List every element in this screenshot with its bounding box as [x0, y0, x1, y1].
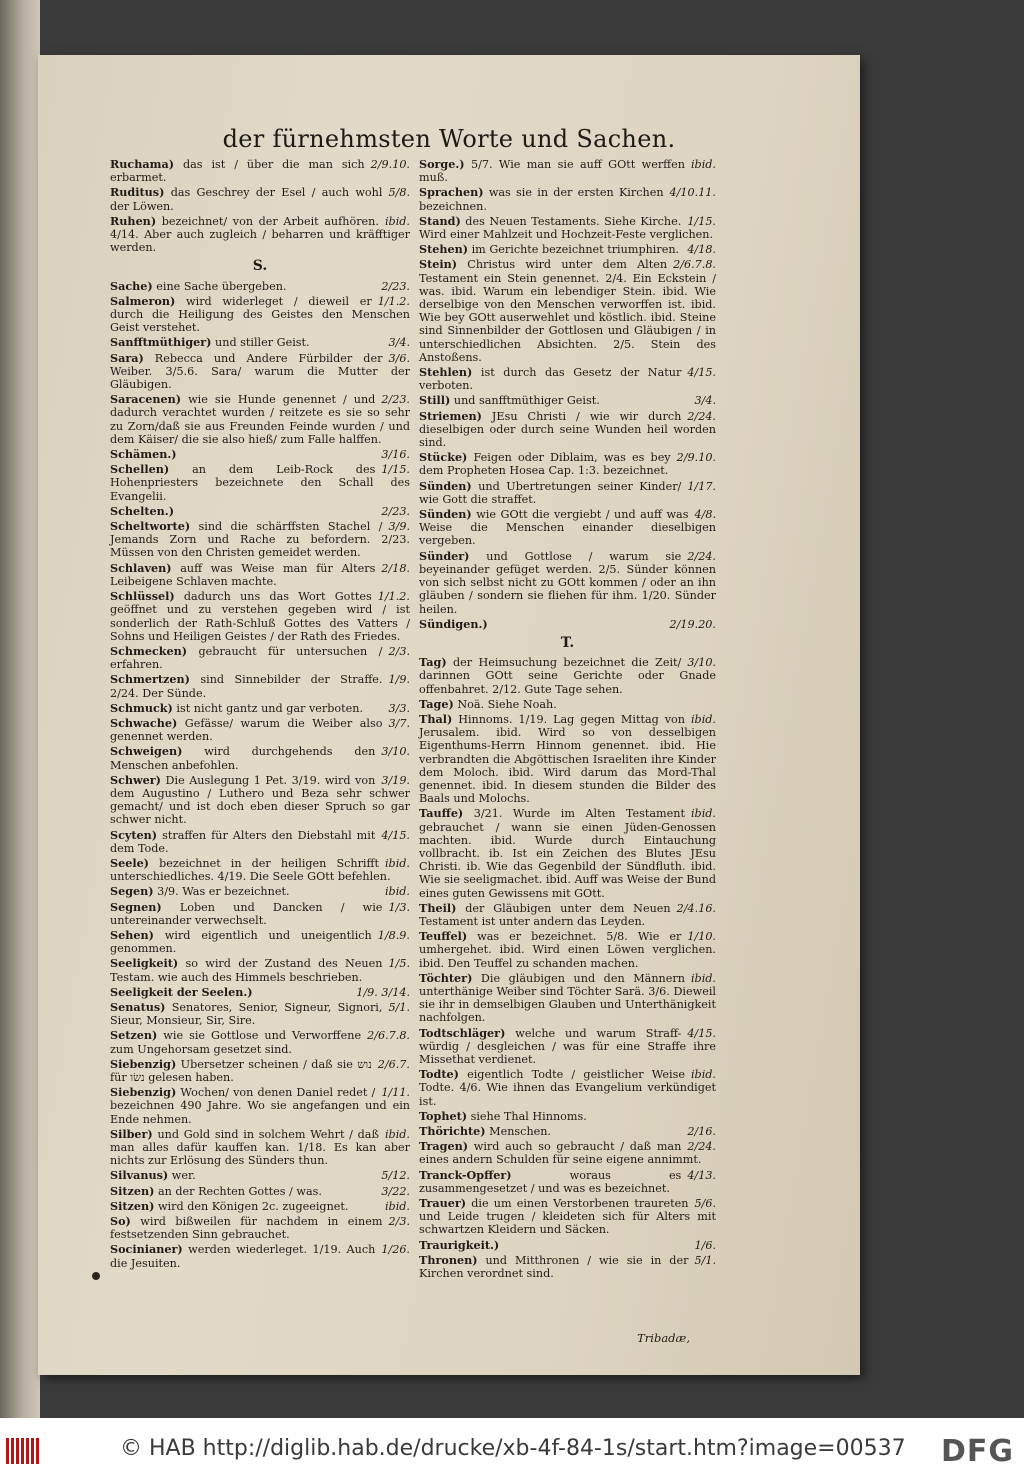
index-entry [110, 393, 410, 446]
entry-headword: Tranck-Opffer) [419, 1167, 512, 1182]
copyright-url[interactable]: © HAB http://diglib.hab.de/drucke/xb-4f-84-1s/start.htm?image=00537 [120, 1436, 906, 1461]
entry-text: straffen für Alters den Diebstahl mit dem Tode. [110, 828, 376, 855]
entry-headword: Schmecken) [110, 643, 188, 658]
entry-reference: 2/3. [388, 1215, 410, 1229]
entry-reference: 1/8.9. [377, 928, 410, 942]
index-entry [419, 1254, 716, 1280]
entry-reference: 2/23. [381, 504, 410, 518]
entry-headword: Sitzen) [110, 1198, 155, 1213]
entry-reference: 2/19.20. [669, 617, 716, 631]
entry-headword: So) [110, 1214, 131, 1229]
entry-text: das ist / über die man sich erbarmet. [110, 158, 365, 185]
index-entry [110, 1058, 410, 1084]
entry-headword: Siebenzig) [110, 1085, 177, 1100]
library-logo-icon [6, 1438, 44, 1464]
entry-headword: Striemen) [419, 408, 482, 423]
index-entry [419, 215, 716, 241]
entry-headword: Stand) [419, 213, 461, 228]
entry-text: und sanfftmüthiger Geist. [453, 394, 600, 408]
index-entry [110, 673, 410, 699]
entry-text: wer. [171, 1169, 196, 1183]
entry-headword: Schweigen) [110, 744, 183, 759]
entry-headword: Sünder) [419, 548, 470, 563]
entry-reference: 2/23. [381, 279, 410, 293]
entry-reference: 1/3. [388, 900, 410, 914]
entry-headword: Stehen) [419, 242, 469, 257]
entry-headword: Trauer) [419, 1196, 467, 1211]
entry-reference: 1/11. [381, 1086, 410, 1100]
entry-reference: 1/17. [687, 479, 716, 493]
index-entry [110, 280, 410, 293]
entry-reference: 1/1.2. [377, 590, 410, 604]
entry-headword: Sehen) [110, 927, 154, 942]
entry-text: der Heimsuchung bezeichnet die Zeit/ darinnen GOtt seine Gerichte oder Gnade offenbahret. 2/12. Gute Tage sehen. [419, 656, 716, 696]
entry-reference: 5/8. [388, 186, 410, 200]
entry-reference: 2/9.10. [676, 451, 716, 465]
entry-headword: Senatus) [110, 999, 166, 1014]
entry-headword: Schelten.) [110, 503, 175, 518]
entry-headword: Ruditus) [110, 185, 165, 200]
margin-bullet [92, 1272, 100, 1280]
entry-headword: Sanfftmüthiger) [110, 335, 212, 350]
entry-headword: Sprachen) [419, 185, 484, 200]
previous-page-edge [0, 0, 40, 1418]
entry-text: ist durch das Gesetz der Natur verboten. [419, 366, 682, 393]
index-entry [110, 774, 410, 827]
entry-headword: Stein) [419, 257, 458, 272]
index-entry [110, 1001, 410, 1027]
index-entry [419, 394, 716, 407]
entry-headword: Siebenzig) [110, 1056, 177, 1071]
index-entry [419, 930, 716, 970]
index-entry [110, 1169, 410, 1182]
entry-text: was er bezeichnet. 5/8. Wie er umhergehet. ibid. Wird einen Löwen verglichen. ibid. Den Teuffel zu schanden machen. [419, 930, 716, 970]
entry-headword: Seeligkeit) [110, 956, 179, 971]
entry-headword: Theil) [419, 900, 457, 915]
entry-text: Die gläubigen und den Männern unterthänige Weiber sind Töchter Sarä. 3/6. Dieweil sie ihr in demselbigen Glauben und Unterthänigkeit nachfolgen. [419, 971, 716, 1025]
entry-reference: 3/9. [388, 520, 410, 534]
index-entry [419, 1197, 716, 1237]
entry-text: wie sie Gottlose und Verworffene zum Ungehorsam gesetzet sind. [110, 1029, 362, 1056]
entry-headword: Setzen) [110, 1028, 158, 1043]
index-entry [419, 656, 716, 696]
entry-headword: Todte) [419, 1067, 459, 1082]
index-entry [110, 1086, 410, 1126]
right-entries-t [419, 656, 716, 1280]
entry-reference: 4/10.11. [669, 186, 716, 200]
entry-headword: Töchter) [419, 970, 473, 985]
index-entry [419, 902, 716, 928]
entry-headword: Tragen) [419, 1139, 469, 1154]
entry-reference: 1/15. [381, 463, 410, 477]
index-entry [419, 1140, 716, 1166]
entry-reference: 1/26. [381, 1243, 410, 1257]
index-entry [110, 702, 410, 715]
entry-text: die um einen Verstorbenen traureten und Leide trugen / kleideten sich für Alters mit schwartzen Kleidern und Säcken. [419, 1197, 716, 1237]
entry-text: an dem Leib-Rock des Hohenpriesters bezeichnete den Schall des Evangelii. [110, 463, 410, 503]
entry-reference: 1/5. [388, 957, 410, 971]
entry-text: auff was Weise man für Alters Leibeigene Schlaven machte. [110, 561, 376, 588]
index-entry [419, 451, 716, 477]
book-page [38, 55, 860, 1375]
entry-reference: ibid. [384, 856, 410, 870]
entry-text: Menschen. [489, 1125, 552, 1139]
entry-headword: Teuffel) [419, 929, 468, 944]
entry-reference: ibid. [690, 712, 716, 726]
entry-headword: Traurigkeit.) [419, 1237, 500, 1252]
entry-headword: Thörichte) [419, 1124, 486, 1139]
index-entry [110, 215, 410, 255]
entry-reference: 3/10. [687, 656, 716, 670]
entry-headword: Sündigen.) [419, 616, 488, 631]
entry-headword: Schellen) [110, 462, 170, 477]
entry-reference: 2/18. [381, 561, 410, 575]
entry-headword: Schlaven) [110, 560, 172, 575]
entry-reference: 4/13. [687, 1168, 716, 1182]
entry-reference: ibid. [690, 807, 716, 821]
entry-reference: 3/3. [388, 701, 410, 715]
entry-headword: Silber) [110, 1126, 153, 1141]
section-letter-s: S. [252, 258, 268, 275]
entry-reference: 4/18. [687, 243, 716, 257]
entry-reference: 3/6. [388, 351, 410, 365]
entry-reference: 4/8. [694, 508, 716, 522]
footer-bar [0, 1418, 1024, 1481]
catchword: Tribadæ, [637, 1331, 690, 1345]
index-entry [419, 1027, 716, 1067]
entry-headword: Saracenen) [110, 392, 182, 407]
entry-reference: 2/24. [687, 1140, 716, 1154]
entry-headword: Tauffe) [419, 806, 464, 821]
entry-reference: 2/3. [388, 644, 410, 658]
left-entries-top [110, 158, 410, 254]
index-entry [110, 1029, 410, 1055]
entry-text: das Geschrey der Esel / auch wohl der Löwen. [110, 186, 383, 213]
index-entry [419, 1125, 716, 1138]
index-entry [110, 295, 410, 335]
index-entry [110, 520, 410, 560]
entry-headword: Schmertzen) [110, 672, 190, 687]
index-entry [419, 1110, 716, 1123]
entry-reference: 2/6.7. [377, 1057, 410, 1071]
index-entry [419, 366, 716, 392]
entry-reference: 2/16. [687, 1125, 716, 1139]
entry-text: wird auch so gebraucht / daß man eines andern Schulden für seine eigene annimmt. [419, 1140, 702, 1167]
entry-reference: ibid. [690, 158, 716, 171]
index-entry [419, 1239, 716, 1252]
index-entry [110, 336, 410, 349]
entry-text: welche und warum Straff-würdig / desgleichen / was für eine Straffe ihre Missethat verdienet. [419, 1026, 716, 1066]
entry-text: Ubersetzer scheinen / daß sie נוש für נשׂו gelesen haben. [110, 1057, 372, 1084]
index-entry [110, 590, 410, 643]
entry-reference: 2/6.7.8. [673, 258, 716, 272]
index-entry [419, 807, 716, 899]
entry-text: wird den Königen 2c. zugeeignet. [157, 1199, 349, 1213]
entry-reference: 1/9. [388, 673, 410, 687]
entry-reference: 1/15. [687, 214, 716, 228]
index-entry [419, 972, 716, 1025]
entry-text: siehe Thal Hinnoms. [470, 1109, 587, 1123]
index-entry [110, 562, 410, 588]
index-entry [110, 645, 410, 671]
entry-text: Rebecca und Andere Fürbilder der Weiber. 3/5.6. Sara/ warum die Mutter der Gläubigen. [110, 351, 410, 392]
entry-reference: 3/4. [388, 336, 410, 350]
entry-headword: Seeligkeit der Seelen.) [110, 984, 253, 999]
entry-reference: 2/24. [687, 409, 716, 423]
entry-text: wird eigentlich und uneigentlich genommen. [110, 928, 372, 956]
entry-headword: Socinianer) [110, 1242, 183, 1257]
entry-reference: 5/12. [381, 1169, 410, 1183]
entry-headword: Schmuck) [110, 700, 173, 715]
entry-reference: ibid. [384, 1127, 410, 1141]
page-title: der fürnehmsten Worte und Sachen. [222, 125, 676, 153]
index-entry [419, 713, 716, 805]
entry-text: Die Auslegung 1 Pet. 3/19. wird von dem Augustino / Luthero und Beza sehr schwer gemacht/ und ist doch eben dieser Spruch so gar schwer nicht. [110, 773, 410, 827]
entry-text: so wird der Zustand des Neuen Testam. wie auch des Himmels beschrieben. [110, 957, 383, 984]
index-entry [110, 1185, 410, 1198]
entry-reference: 1/1.2. [377, 294, 410, 308]
entry-reference: 5/1. [388, 1000, 410, 1014]
index-entry [110, 857, 410, 883]
entry-reference: 5/1. [694, 1253, 716, 1267]
entry-reference: 3/19. [381, 773, 410, 787]
entry-headword: Schwer) [110, 772, 161, 787]
left-column [110, 158, 410, 1272]
entry-reference: 2/23. [381, 393, 410, 407]
index-entry [419, 243, 716, 256]
index-entry [110, 1215, 410, 1241]
index-entry [110, 1128, 410, 1168]
entry-reference: 5/6. [694, 1197, 716, 1211]
entry-reference: 2/24. [687, 549, 716, 563]
right-column [419, 158, 716, 1282]
entry-text: Gefässe/ warum die Weiber also genennet werden. [110, 716, 383, 744]
entry-text: und Mitthronen / wie sie in der Kirchen verordnet sind. [419, 1253, 689, 1281]
entry-text: wie GOtt die vergiebt / und auff was Weise die Menschen einander dieselbigen vergeben. [419, 508, 716, 548]
entry-text: 3/9. Was er bezeichnet. [157, 885, 290, 899]
entry-text: wie sie Hunde genennet / und dadurch verachtet wurden / reitzete es sie so sehr zu Zorn/daß sie aus Freunden Feinde wurden / und dem Käiser/ die sie also hieß/ zum Falle halffen. [110, 393, 410, 446]
entry-text: bezeichnet/ von der Arbeit aufhören. 4/14. Aber auch zugleich / beharren und kräfftiger werden. [110, 214, 410, 255]
entry-headword: Thronen) [419, 1252, 478, 1267]
index-entry [419, 618, 716, 631]
entry-text: Noä. Siehe Noah. [457, 697, 557, 711]
entry-headword: Sünden) [419, 507, 472, 522]
entry-reference: ibid. [384, 214, 410, 228]
entry-text: wird durchgehends den Menschen anbefohlen. [110, 745, 376, 772]
index-entry [110, 957, 410, 983]
entry-text: sind die schärffsten Stachel / Jemands Zorn und Rache zu befordern. 2/23. Müssen von den Christen gemeidet werden. [110, 520, 410, 560]
entry-headword: Thal) [419, 711, 453, 726]
entry-reference: 4/15. [381, 828, 410, 842]
index-entry [419, 508, 716, 548]
entry-reference: 3/16. [381, 448, 410, 462]
entry-text: und Gold sind in solchem Wehrt / daß man alles dafür kauffen kan. 1/18. Es kan aber nichts zur Erlösung des Sünders thun. [110, 1127, 410, 1168]
dfg-logo: DFG [940, 1434, 1014, 1469]
entry-text: der Gläubigen unter dem Neuen Testament ist unter andern das Leyden. [419, 901, 671, 928]
entry-reference: ibid. [690, 1068, 716, 1082]
index-entry [110, 186, 410, 212]
entry-text: an der Rechten Gottes / was. [157, 1184, 322, 1198]
entry-headword: Todtschläger) [419, 1025, 506, 1040]
entry-reference: 2/9.10. [370, 158, 410, 171]
entry-text: Senatores, Senior, Signeur, Signori, Sieur, Monsieur, Sir, Sire. [110, 1000, 383, 1028]
entry-headword: Ruchama) [110, 157, 175, 171]
entry-text: eigentlich Todte / geistlicher Weise Todte. 4/6. Wie ihnen das Evangelium verkündiget ist. [419, 1068, 716, 1108]
entry-reference: ibid. [690, 971, 716, 985]
entry-reference: 4/15. [687, 1026, 716, 1040]
index-entry [419, 698, 716, 711]
entry-text: sind Sinnebilder der Straffe. 2/24. Der Sünde. [110, 673, 383, 700]
entry-text: wird bißweilen für nachdem in einem festsetzenden Sinn gebrauchet. [110, 1215, 383, 1242]
entry-headword: Salmeron) [110, 293, 176, 308]
entry-headword: Stehlen) [419, 365, 473, 380]
section-letter-t: T. [560, 634, 575, 651]
entry-headword: Schlüssel) [110, 589, 175, 604]
index-entry [110, 352, 410, 392]
entry-headword: Sitzen) [110, 1183, 155, 1198]
entry-reference: ibid. [384, 885, 410, 899]
entry-text: bezeichnet in der heiligen Schrifft unterschiedliches. 4/19. Die Seele GOtt befehlen. [110, 856, 391, 884]
entry-headword: Still) [419, 393, 451, 408]
entry-headword: Scheltworte) [110, 519, 191, 534]
entry-headword: Sache) [110, 278, 153, 293]
entry-text: und stiller Geist. [215, 336, 310, 350]
index-entry [110, 901, 410, 927]
index-entry [110, 829, 410, 855]
index-entry [419, 258, 716, 364]
entry-reference: 1/6. [694, 1238, 716, 1252]
entry-text: im Gerichte bezeichnet triumphiren. [471, 243, 680, 257]
index-entry [419, 158, 716, 184]
entry-reference: 3/10. [381, 745, 410, 759]
entry-headword: Seele) [110, 855, 149, 870]
index-entry [419, 186, 716, 212]
entry-text: JEsu Christi / wie wir durch dieselbigen oder durch seine Wunden heil worden sind. [419, 409, 716, 450]
entry-headword: Segnen) [110, 899, 162, 914]
index-entry [110, 986, 410, 999]
entry-text: Feigen oder Diblaim, was es bey dem Propheten Hosea Cap. 1:3. bezeichnet. [419, 451, 671, 478]
entry-reference: 3/7. [388, 716, 410, 730]
entry-reference: 2/6.7.8. [367, 1029, 410, 1043]
entry-text: gebraucht für untersuchen / erfahren. [110, 644, 383, 672]
index-entry [110, 885, 410, 898]
entry-headword: Tophet) [419, 1108, 468, 1123]
index-entry [110, 717, 410, 743]
entry-headword: Silvanus) [110, 1168, 169, 1183]
entry-headword: Schwache) [110, 715, 178, 730]
entry-headword: Sara) [110, 350, 144, 365]
index-entry [110, 505, 410, 518]
entry-text: 5/7. Wie man sie auff GOtt werffen muß. [419, 158, 685, 185]
entry-text: werden wiederleget. 1/19. Auch die Jesuiten. [110, 1243, 376, 1270]
entry-text: Hinnoms. 1/19. Lag gegen Mittag von Jerusalem. ibid. Wird so von desselbigen Eigenthums-Herrn Hinnom genennet. ibid. Hie verbrandten die Abgöttischen Israeliten ihre Kinder dem Moloch. ibid. Wird darum das Mord-Thal genennet. ibid. In diesem stunden die Bilder des Baals und Molochs. [419, 712, 716, 806]
entry-text: des Neuen Testaments. Siehe Kirche. Wird einer Mahlzeit und Hochzeit-Feste verglichen. [419, 214, 714, 242]
entry-text: und Gottlose / warum sie beyeinander gefüget werden. 2/5. Sünder können von sich selbst nicht zu GOtt kommen / oder an ihn gläuben / sondern sie fliehen für ihm. 1/20. Sünder heilen. [419, 549, 716, 616]
index-entry [110, 463, 410, 503]
entry-reference: 4/15. [687, 366, 716, 380]
entry-headword: Schämen.) [110, 447, 177, 462]
entry-reference: 3/22. [381, 1184, 410, 1198]
index-entry [419, 1169, 716, 1195]
index-entry [419, 410, 716, 450]
entry-text: ist nicht gantz und gar verboten. [176, 701, 364, 715]
left-entries-s [110, 280, 410, 1270]
entry-reference: ibid. [384, 1199, 410, 1213]
entry-reference: 3/4. [694, 394, 716, 408]
entry-text: eine Sache übergeben. [156, 279, 287, 293]
entry-reference: 1/10. [687, 930, 716, 944]
entry-headword: Sorge.) [419, 157, 465, 171]
index-entry [419, 480, 716, 506]
index-entry [110, 448, 410, 461]
index-entry [110, 1243, 410, 1269]
entry-text: Christus wird unter dem Alten Testament ein Stein genennet. 2/4. Ein Eckstein / was. ibid. Warum ein lebendiger Stein. ibid. Wie derselbige von den Menschen verworffen ist. ibid. Wie bey GOtt auserwehlet und köstlich. ibid. Steine sind Sinnenbilder der Gottlosen und Gläubigen / in unterschiedlichen Absichten. 2/5. Stein des Anstoßens. [419, 258, 716, 364]
entry-text: woraus es zusammengesetzet / und was es bezeichnet. [419, 1168, 682, 1195]
entry-text: dadurch uns das Wort Gottes geöffnet und zu verstehen gegeben wird / ist sonderlich der Rath-Schluß Gottes des Vatters / Sohns und Heiligen Geistes / der Rath des Friedes. [110, 590, 410, 643]
entry-text: und Ubertretungen seiner Kinder/ wie Gott die straffet. [419, 479, 682, 506]
entry-text: Loben und Dancken / wie untereinander verwechselt. [110, 900, 383, 927]
index-entry [110, 1200, 410, 1213]
entry-headword: Tage) [419, 696, 454, 711]
entry-text: was sie in der ersten Kirchen bezeichnen. [419, 186, 664, 213]
entry-headword: Sünden) [419, 478, 472, 493]
entry-headword: Ruhen) [110, 213, 157, 228]
entry-headword: Tag) [419, 655, 447, 670]
entry-reference: 2/4.16. [676, 901, 716, 915]
entry-headword: Scyten) [110, 827, 158, 842]
entry-text: Wochen/ von denen Daniel redet / bezeichnen 490 Jahre. Wo sie angefangen und ein Ende nehmen. [110, 1086, 410, 1126]
right-entries-top [419, 158, 716, 631]
index-entry [110, 158, 410, 184]
index-entry [419, 550, 716, 616]
entry-text: 3/21. Wurde im Alten Testament gebrauchet / wann sie einen Jüden-Genossen machten. ibid. Wurde durch Eintauchung vollbracht. ib. Ist ein Zeichen des Blutes JEsu Christi. ib. Wie das Gegenbild der Sündfluth. ibid. Wie sie seeligmachet. ibid. Auff was Weise der Bund eines guten Gewissens mit GOtt. [419, 807, 716, 900]
entry-headword: Segen) [110, 884, 154, 899]
index-entry [419, 1068, 716, 1108]
index-entry [110, 929, 410, 955]
entry-text: wird widerleget / dieweil er durch die Heiligung des Geistes den Menschen Geist verstehet. [110, 294, 410, 335]
entry-headword: Stücke) [419, 450, 468, 465]
index-entry [110, 745, 410, 771]
entry-reference: 1/9. 3/14. [356, 985, 410, 999]
